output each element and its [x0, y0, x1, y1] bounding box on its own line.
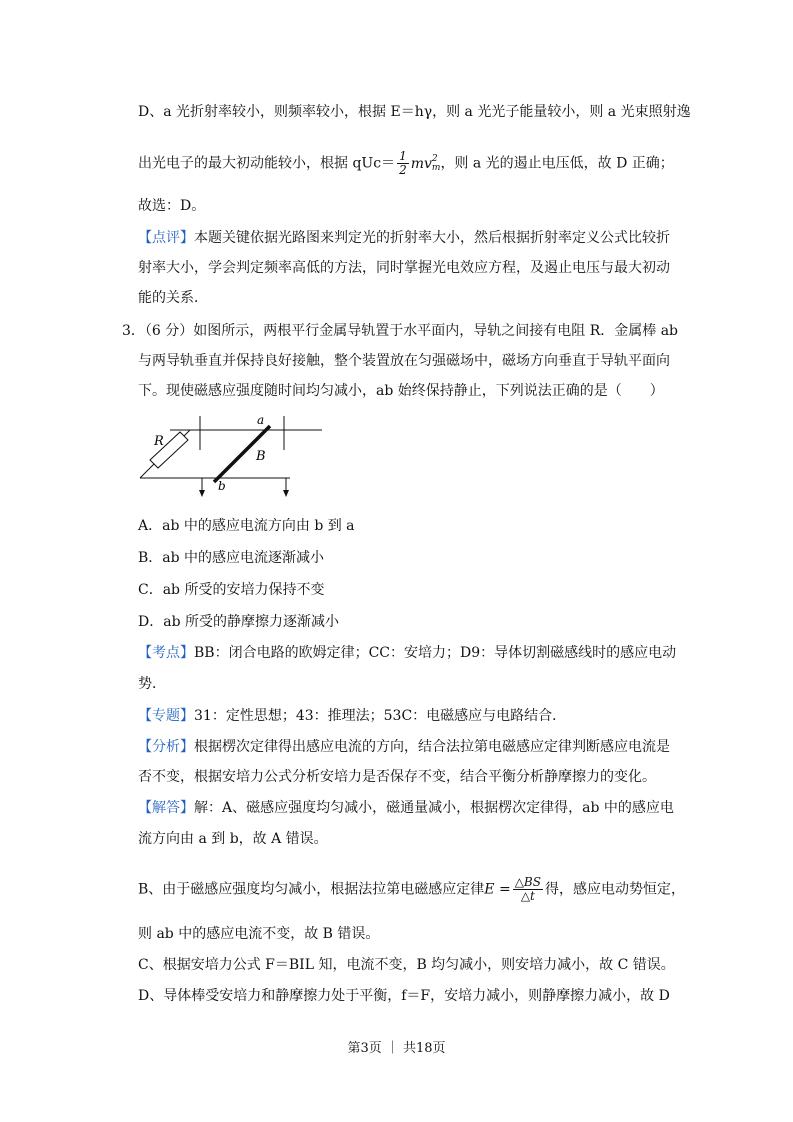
arrowhead-icon	[199, 490, 205, 497]
formula-mv	[410, 153, 441, 173]
formula-E: E =	[484, 881, 511, 898]
kaodian-line	[138, 643, 676, 663]
paragraph-line-with-formula	[138, 150, 674, 177]
comment-tag: 【点评】	[138, 230, 194, 246]
fraction-denominator: 2	[399, 163, 407, 177]
option-a: A．ab 中的感应电流方向由 b 到 a	[138, 518, 355, 534]
jieda-line: D、导体棒受安培力和静摩擦力处于平衡，f＝F，安培力减小，则静摩擦力减小，故 D	[138, 988, 670, 1004]
kaodian-line: 势．	[138, 676, 166, 692]
jieda-line	[138, 798, 674, 818]
fraction-numerator: △BS	[514, 875, 541, 889]
fraction	[513, 876, 543, 903]
fraction-numerator: 1	[399, 149, 407, 163]
rail-diagram	[136, 408, 326, 498]
formula-subscript: m	[431, 162, 441, 173]
comment-line: 能的关系．	[138, 290, 208, 306]
formula-superscript: 2	[431, 153, 438, 164]
page-footer: 第3页 ｜ 共18页	[347, 1041, 446, 1056]
zhuanti-text: 31：定性思想；43：推理法；53C：电磁感应与电路结合．	[194, 708, 567, 724]
resistor-lead-upper	[184, 430, 190, 436]
option-b: B．ab 中的感应电流逐渐减小	[138, 550, 325, 566]
answer-line: 故选：D。	[138, 198, 206, 214]
zhuanti-tag: 【专题】	[138, 708, 194, 724]
paragraph-line: D、a 光折射率较小，则频率较小，根据 E＝hγ，则 a 光光子能量较小，则 a 光束照射逸	[138, 104, 691, 120]
label-b: b	[218, 479, 226, 493]
jieda-tag: 【解答】	[138, 800, 194, 816]
label-B: B	[256, 449, 266, 464]
text-span: ，则 a 光的遏止电压低，故 D 正确；	[440, 155, 674, 172]
comment-line	[138, 228, 670, 248]
zhuanti-line	[138, 706, 566, 726]
label-a: a	[257, 413, 265, 427]
jieda-line: 流方向由 a 到 b，故 A 错误。	[138, 831, 328, 847]
option-d: D．ab 所受的静摩擦力逐渐减小	[138, 614, 339, 630]
fenxi-line: 否不变，根据安培力公式分析安培力是否保存不变，结合平衡分析静摩擦力的变化。	[138, 769, 656, 785]
fraction-denominator: △t	[520, 889, 535, 903]
fenxi-line	[138, 737, 670, 757]
label-R: R	[154, 434, 164, 449]
jieda-line: C、根据安培力公式 F＝BIL 知，电流不变，B 均匀减小，则安培力减小，故 C 错误。	[138, 957, 675, 973]
jieda-text: 解：A、磁感应强度均匀减小，磁通量减小，根据楞次定律得，ab 中的感应电	[194, 800, 674, 816]
fenxi-text: 根据楞次定律得出感应电流的方向，结合法拉第电磁感应定律判断感应电流是	[194, 739, 670, 755]
question-line: 下。现使磁感应强度随时间均匀减小，ab 始终保持静止，下列说法正确的是（ ）	[138, 383, 664, 399]
resistor-lead-lower	[140, 464, 154, 478]
comment-line: 射率大小，学会判定频率高低的方法，同时掌握光电效应方程，及遏止电压与最大初动	[138, 260, 670, 276]
arrowhead-icon	[283, 490, 289, 497]
text-span: 得，感应电动势恒定，	[544, 881, 685, 898]
fraction	[397, 150, 409, 177]
fenxi-tag: 【分析】	[138, 739, 194, 755]
kaodian-text: BB：闭合电路的欧姆定律；CC：安培力；D9：导体切割磁感线时的感应电动	[194, 645, 677, 661]
text-span: B、由于磁感应强度均匀减小，根据法拉第电磁感应定律	[138, 881, 485, 898]
comment-text: 本题关键依据光路图来判定光的折射率大小，然后根据折射率定义公式比较折	[194, 230, 670, 246]
jieda-line-with-formula	[138, 876, 685, 903]
formula-base: mv	[410, 155, 432, 172]
option-c: C．ab 所受的安培力保持不变	[138, 582, 325, 598]
question-line: 3．（6 分）如图所示，两根平行金属导轨置于水平面内，导轨之间接有电阻 R．金属棒 ab	[122, 323, 679, 339]
kaodian-tag: 【考点】	[138, 645, 194, 661]
text-span: 出光电子的最大初动能较小，根据 qUc＝	[138, 155, 396, 172]
jieda-line: 则 ab 中的感应电流不变，故 B 错误。	[138, 926, 380, 942]
question-line: 与两导轨垂直并保持良好接触，整个装置放在匀强磁场中，磁场方向垂直于导轨平面向	[138, 353, 670, 369]
